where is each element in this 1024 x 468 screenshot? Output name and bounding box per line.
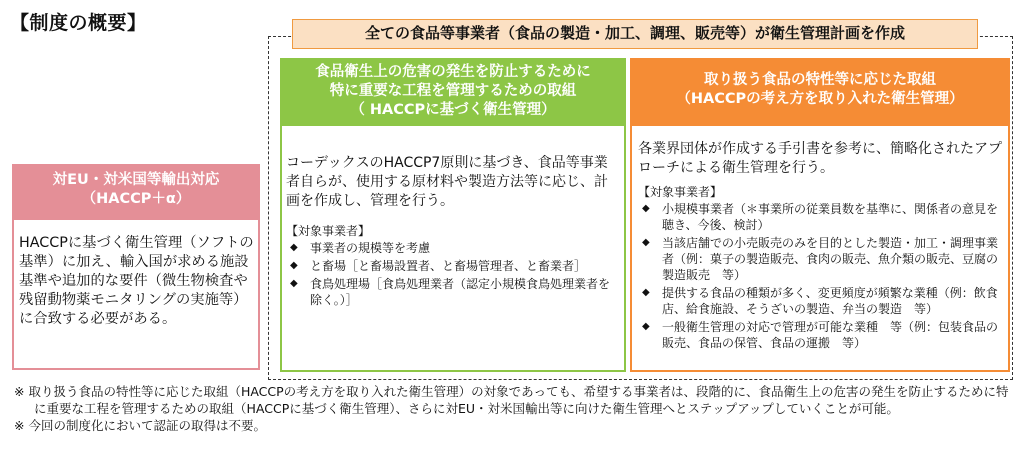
haccp-based-target-list bbox=[286, 240, 620, 308]
haccp-based-title-line1: 食品衛生上の危害の発生を防止するために bbox=[315, 64, 591, 80]
footnote: ※ 今回の制度化において認証の取得は不要。 bbox=[14, 418, 266, 433]
haccp-approach-title-line2: （HACCPの考え方を取り入れた衛生管理） bbox=[676, 91, 964, 107]
diamond-bullet-icon: ◆ bbox=[642, 203, 650, 214]
haccp-based-body bbox=[280, 124, 626, 372]
list-item: ◆ 当該店舗での小売販売のみを目的とした製造・加工・調理事業者（例：菓子の製造販売、食肉の販売、魚介類の販売、豆腐の製造販売 等） bbox=[642, 236, 999, 282]
diamond-bullet-icon: ◆ bbox=[290, 242, 298, 253]
list-item: ◆ と畜場［と畜場設置者、と畜場管理者、と畜業者］ bbox=[290, 259, 587, 273]
all-operators-banner: 全ての食品等事業者（食品の製造・加工、調理、販売等）が衛生管理計画を作成 bbox=[292, 19, 978, 49]
diamond-bullet-icon: ◆ bbox=[642, 321, 650, 332]
haccp-based-title-line3: （ HACCPに基づく衛生管理） bbox=[350, 102, 556, 118]
haccp-based-header bbox=[280, 58, 626, 124]
diamond-bullet-icon: ◆ bbox=[290, 260, 298, 271]
export-title-line1: 対EU・対米国等輸出対応 bbox=[52, 172, 220, 188]
list-item: ◆ 小規模事業者（＊事業所の従業員数を基準に、関係者の意見を聴き、今後、検討） bbox=[642, 202, 999, 232]
haccp-based-target-label: 【対象事業者】 bbox=[286, 224, 371, 238]
export-body: HACCPに基づく衛生管理（ソフトの基準）に加え、輸入国が求める施設基準や追加的な要件（微生物検査や残留動物薬モニタリングの実施等）に合致する必要がある。 bbox=[12, 218, 260, 370]
haccp-approach-title-line1: 取り扱う食品の特性等に応じた取組 bbox=[704, 72, 936, 88]
list-item: ◆ 事業者の規模等を考慮 bbox=[290, 241, 431, 255]
haccp-approach-target-list bbox=[638, 201, 1004, 351]
haccp-based-title-line2: 特に重要な工程を管理するための取組 bbox=[329, 83, 577, 99]
haccp-approach-description: 各業界団体が作成する手引書を参考に、簡略化されたアプローチによる衛生管理を行う。 bbox=[638, 141, 1002, 176]
list-item: ◆ 提供する食品の種類が多く、変更頻度が頻繁な業種（例：飲食店、給食施設、そうざいの製造、弁当の製造 等） bbox=[642, 286, 998, 316]
diamond-bullet-icon: ◆ bbox=[642, 237, 650, 248]
export-header bbox=[12, 164, 260, 218]
haccp-based-description: コーデックスのHACCP7原則に基づき、食品等事業者自らが、使用する原材料や製造方法等に応じ、計画を作成し、管理を行う。 bbox=[286, 155, 608, 209]
footnote: ※ 取り扱う食品の特性等に応じた取組（HACCPの考え方を取り入れた衛生管理）の対象であっても、希望する事業者は、段階的に、食品衛生上の危害の発生を防止するために特に重要な工程を管理するための取組（HACCPに基づく衛生管理）、さらに対EU・対米国輸出等に向けた衛生管理へとステップアップしていくことが可能。 bbox=[14, 384, 1009, 416]
haccp-approach-body bbox=[630, 124, 1010, 372]
diamond-bullet-icon: ◆ bbox=[642, 287, 650, 298]
haccp-approach-target-label: 【対象事業者】 bbox=[638, 185, 723, 199]
page-heading: 【制度の概要】 bbox=[10, 12, 147, 34]
footnotes bbox=[14, 383, 1014, 434]
diamond-bullet-icon: ◆ bbox=[290, 278, 298, 289]
haccp-approach-header bbox=[630, 58, 1010, 124]
export-title-line2: （HACCP＋α） bbox=[81, 191, 191, 207]
list-item: ◆ 食鳥処理場［食鳥処理業者（認定小規模食鳥処理業者を除く。）］ bbox=[290, 277, 611, 307]
list-item: ◆ 一般衛生管理の対応で管理が可能な業種 等（例：包装食品の販売、食品の保管、食品の運搬 等） bbox=[642, 320, 999, 350]
